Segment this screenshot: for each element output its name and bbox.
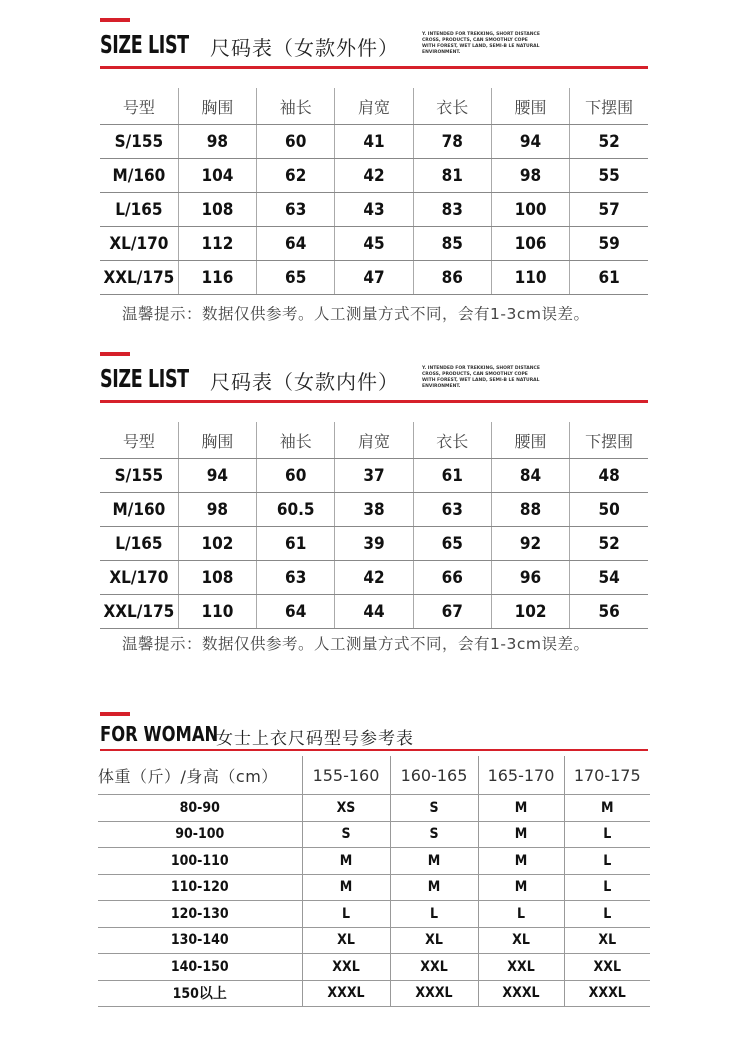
column-header: 号型 <box>100 88 178 125</box>
table-cell: 110 <box>178 595 256 629</box>
table-row <box>100 125 648 159</box>
table-header-row <box>98 756 650 795</box>
brand-title: FOR WOMAN <box>100 722 219 746</box>
table-cell: 83 <box>413 193 491 227</box>
measurement-note: 温馨提示：数据仅供参考。人工测量方式不同，会有1-3cm误差。 <box>122 635 590 653</box>
table-row <box>100 159 648 193</box>
table-cell: 39 <box>335 527 413 561</box>
table-cell: 130-140 <box>98 927 302 954</box>
table-cell: 42 <box>335 561 413 595</box>
section-header <box>98 712 650 756</box>
table-header-row <box>100 422 648 459</box>
table-cell: 120-130 <box>98 901 302 928</box>
reference-table <box>98 756 650 1007</box>
table-cell: 43 <box>335 193 413 227</box>
table-row <box>100 595 648 629</box>
table-cell: XL <box>302 927 390 954</box>
table-cell: L <box>564 848 650 875</box>
table-cell: 56 <box>570 595 648 629</box>
table-row <box>98 901 650 928</box>
table-cell: 90-100 <box>98 821 302 848</box>
column-header: 胸围 <box>178 88 256 125</box>
table-row <box>100 527 648 561</box>
table-cell: 94 <box>491 125 569 159</box>
table-cell: XXXL <box>478 980 564 1007</box>
size-table <box>100 422 648 629</box>
table-row <box>100 227 648 261</box>
table-cell: 80-90 <box>98 795 302 822</box>
table-cell: M/160 <box>100 159 178 193</box>
table-cell: 38 <box>335 493 413 527</box>
table-cell: XL/170 <box>100 561 178 595</box>
table-cell: XXL/175 <box>100 595 178 629</box>
table-cell: 116 <box>178 261 256 295</box>
table-cell: 78 <box>413 125 491 159</box>
table-cell: L <box>564 821 650 848</box>
table-cell: 98 <box>178 125 256 159</box>
women-size-reference <box>98 712 650 1003</box>
table-cell: 110 <box>491 261 569 295</box>
table-cell: 52 <box>570 527 648 561</box>
table-cell: L/165 <box>100 193 178 227</box>
table-cell: 100-110 <box>98 848 302 875</box>
table-cell: M <box>390 874 478 901</box>
table-cell: 42 <box>335 159 413 193</box>
table-cell: 41 <box>335 125 413 159</box>
table-cell: 60 <box>257 459 335 493</box>
table-cell: 63 <box>257 561 335 595</box>
column-header: 衣长 <box>413 88 491 125</box>
table-cell: M <box>478 874 564 901</box>
table-cell: S <box>390 821 478 848</box>
table-cell: 108 <box>178 193 256 227</box>
table-cell: S <box>390 795 478 822</box>
table-cell: XXXL <box>564 980 650 1007</box>
size-table <box>100 88 648 295</box>
table-cell: 61 <box>570 261 648 295</box>
column-header: 腰围 <box>491 422 569 459</box>
table-cell: M <box>302 848 390 875</box>
column-header: 下摆围 <box>570 88 648 125</box>
size-list-outerwear <box>100 18 648 323</box>
table-cell: 60.5 <box>257 493 335 527</box>
table-cell: 67 <box>413 595 491 629</box>
column-header: 肩宽 <box>335 422 413 459</box>
section-subtitle: 尺码表（女款外件） <box>210 36 399 60</box>
accent-bar <box>100 352 130 356</box>
table-cell: 86 <box>413 261 491 295</box>
section-subtitle: 女士上衣尺码型号参考表 <box>216 729 414 749</box>
column-header: 155-160 <box>302 756 390 795</box>
table-cell: 88 <box>491 493 569 527</box>
table-cell: S/155 <box>100 459 178 493</box>
column-header: 胸围 <box>178 422 256 459</box>
divider-line <box>100 66 648 69</box>
table-row <box>100 459 648 493</box>
table-row <box>100 493 648 527</box>
table-cell: L <box>564 901 650 928</box>
table-cell: 48 <box>570 459 648 493</box>
column-header: 肩宽 <box>335 88 413 125</box>
column-header: 160-165 <box>390 756 478 795</box>
table-cell: 84 <box>491 459 569 493</box>
divider-line <box>100 749 648 751</box>
table-cell: M <box>564 795 650 822</box>
column-header: 腰围 <box>491 88 569 125</box>
table-cell: L/165 <box>100 527 178 561</box>
table-cell: 62 <box>257 159 335 193</box>
table-cell: 81 <box>413 159 491 193</box>
accent-bar <box>100 18 130 22</box>
accent-bar <box>100 712 130 716</box>
table-cell: 65 <box>257 261 335 295</box>
table-cell: 106 <box>491 227 569 261</box>
table-cell: L <box>478 901 564 928</box>
table-cell: 63 <box>257 193 335 227</box>
table-cell: 140-150 <box>98 954 302 981</box>
section-header <box>100 352 648 404</box>
table-cell: XXXL <box>390 980 478 1007</box>
table-cell: XL <box>390 927 478 954</box>
table-cell: M <box>478 821 564 848</box>
table-cell: L <box>302 901 390 928</box>
table-cell: 60 <box>257 125 335 159</box>
table-row <box>98 848 650 875</box>
table-row <box>100 193 648 227</box>
measurement-note: 温馨提示：数据仅供参考。人工测量方式不同，会有1-3cm误差。 <box>122 305 590 323</box>
column-header: 165-170 <box>478 756 564 795</box>
table-cell: 47 <box>335 261 413 295</box>
table-cell: XXL <box>390 954 478 981</box>
table-cell: 59 <box>570 227 648 261</box>
table-cell: 92 <box>491 527 569 561</box>
table-cell: 104 <box>178 159 256 193</box>
brand-title: SIZE LIST <box>100 364 189 393</box>
size-list-innerwear <box>100 352 648 653</box>
table-cell: 54 <box>570 561 648 595</box>
table-cell: 110-120 <box>98 874 302 901</box>
table-row <box>98 795 650 822</box>
brand-title: SIZE LIST <box>100 30 189 59</box>
table-cell: 64 <box>257 227 335 261</box>
table-cell: XXL/175 <box>100 261 178 295</box>
table-cell: 61 <box>257 527 335 561</box>
table-cell: 85 <box>413 227 491 261</box>
table-cell: 57 <box>570 193 648 227</box>
table-cell: XXXL <box>302 980 390 1007</box>
table-row <box>100 261 648 295</box>
table-row <box>98 874 650 901</box>
table-cell: 65 <box>413 527 491 561</box>
divider-line <box>100 400 648 403</box>
table-cell: 108 <box>178 561 256 595</box>
table-row <box>100 561 648 595</box>
table-cell: 50 <box>570 493 648 527</box>
table-cell: 112 <box>178 227 256 261</box>
section-header <box>100 18 648 70</box>
table-cell: S <box>302 821 390 848</box>
table-cell: L <box>390 901 478 928</box>
table-cell: 96 <box>491 561 569 595</box>
table-cell: S/155 <box>100 125 178 159</box>
table-cell: 98 <box>178 493 256 527</box>
table-row <box>98 980 650 1007</box>
table-cell: XL <box>478 927 564 954</box>
table-row <box>98 927 650 954</box>
fine-print: Y. INTENDED FOR TREKKING, SHORT DISTANCE CROSS, PRODUCTS, CAN SMOOTHLY COPE WITH FOREST, WET LAND, SEMI-B LE NATURAL ENVIRONMENT. <box>422 32 540 55</box>
column-header: 下摆围 <box>570 422 648 459</box>
table-cell: 94 <box>178 459 256 493</box>
table-cell: XXL <box>564 954 650 981</box>
table-cell: 45 <box>335 227 413 261</box>
column-header: 号型 <box>100 422 178 459</box>
section-subtitle: 尺码表（女款内件） <box>210 370 399 394</box>
table-cell: XL/170 <box>100 227 178 261</box>
table-cell: 66 <box>413 561 491 595</box>
table-cell: 98 <box>491 159 569 193</box>
table-cell: M/160 <box>100 493 178 527</box>
column-header: 170-175 <box>564 756 650 795</box>
column-header: 袖长 <box>257 422 335 459</box>
table-cell: XXL <box>478 954 564 981</box>
fine-print: Y. INTENDED FOR TREKKING, SHORT DISTANCE CROSS, PRODUCTS, CAN SMOOTHLY COPE WITH FOREST, WET LAND, SEMI-B LE NATURAL ENVIRONMENT. <box>422 366 540 389</box>
table-cell: 52 <box>570 125 648 159</box>
table-cell: 102 <box>178 527 256 561</box>
table-cell: 63 <box>413 493 491 527</box>
column-header: 袖长 <box>257 88 335 125</box>
table-cell: M <box>478 848 564 875</box>
table-cell: 102 <box>491 595 569 629</box>
table-cell: M <box>478 795 564 822</box>
table-cell: L <box>564 874 650 901</box>
table-cell: XS <box>302 795 390 822</box>
table-cell: M <box>302 874 390 901</box>
table-cell: 64 <box>257 595 335 629</box>
table-cell: 61 <box>413 459 491 493</box>
table-row <box>98 954 650 981</box>
table-cell: 100 <box>491 193 569 227</box>
table-cell: XXL <box>302 954 390 981</box>
table-cell: 44 <box>335 595 413 629</box>
table-cell: XL <box>564 927 650 954</box>
table-cell: 150以上 <box>98 980 302 1007</box>
table-row <box>98 821 650 848</box>
column-header: 衣长 <box>413 422 491 459</box>
table-header-row <box>100 88 648 125</box>
table-cell: M <box>390 848 478 875</box>
table-cell: 37 <box>335 459 413 493</box>
column-header: 体重（斤）/身高（cm） <box>98 756 302 795</box>
table-cell: 55 <box>570 159 648 193</box>
